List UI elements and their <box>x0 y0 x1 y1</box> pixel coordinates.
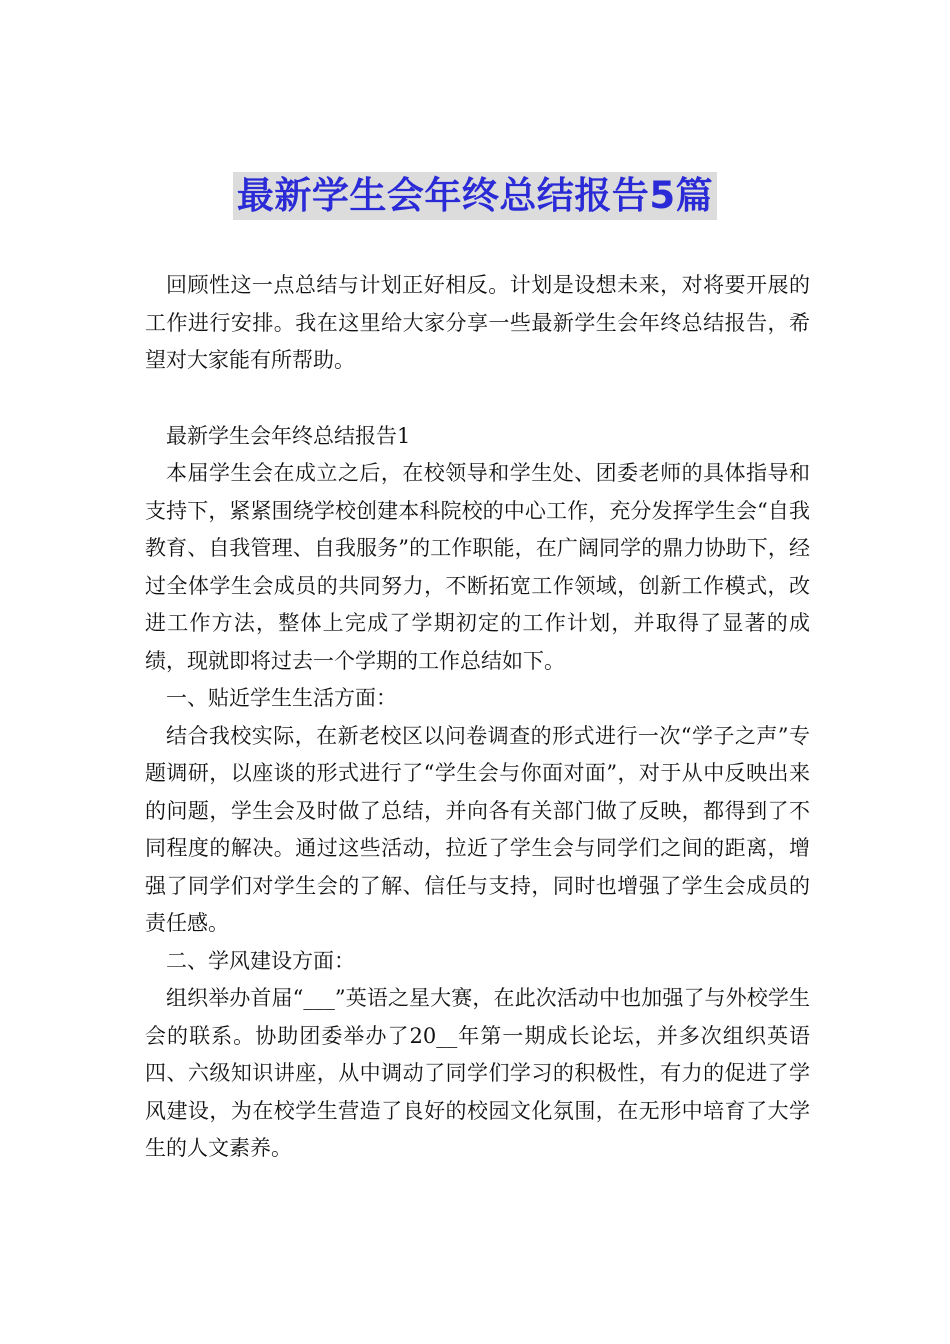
section-paragraph: 本届学生会在成立之后，在校领导和学生处、团委老师的具体指导和支持下，紧紧围绕学校创建本科院校的中心工作，充分发挥学生会“自我教育、自我管理、自我服务”的工作职能，在广阔同学的鼎力协助下，经过全体学生会成员的共同努力，不断拓宽工作领域，创新工作模式，改进工作方法，整体上完成了学期初定的工作计划，并取得了显著的成绩，现就即将过去一个学期的工作总结如下。 <box>145 461 810 673</box>
part-one-paragraph: 结合我校实际，在新老校区以问卷调查的形式进行一次“学子之声”专题调研，以座谈的形式进行了“学生会与你面对面”，对于从中反映出来的问题，学生会及时做了总结，并向各有关部门做了反映，都得到了不同程度的解决。通过这些活动，拉近了学生会与同学们之间的距离，增强了同学们对学生会的了解、信任与支持，同时也增强了学生会成员的责任感。 <box>145 723 810 935</box>
document-body <box>145 267 810 1168</box>
section-heading: 最新学生会年终总结报告1 <box>166 423 411 448</box>
part-two-paragraph: 组织举办首届“___”英语之星大赛，在此次活动中也加强了与外校学生会的联系。协助团委举办了20__年第一期成长论坛，并多次组织英语四、六级知识讲座，从中调动了同学们学习的积极性，有力的促进了学风建设，为在校学生营造了良好的校园文化氛围，在无形中培育了大学生的人文素养。 <box>145 986 810 1160</box>
intro-paragraph: 回顾性这一点总结与计划正好相反。计划是设想未来，对将要开展的工作进行安排。我在这里给大家分享一些最新学生会年终总结报告，希望对大家能有所帮助。 <box>145 273 810 372</box>
document-title: 最新学生会年终总结报告5篇 <box>233 172 717 220</box>
part-one-heading: 一、贴近学生生活方面： <box>166 686 397 710</box>
paragraph-spacer <box>145 380 810 418</box>
title-container <box>0 172 950 220</box>
part-two-heading: 二、学风建设方面： <box>166 948 355 973</box>
